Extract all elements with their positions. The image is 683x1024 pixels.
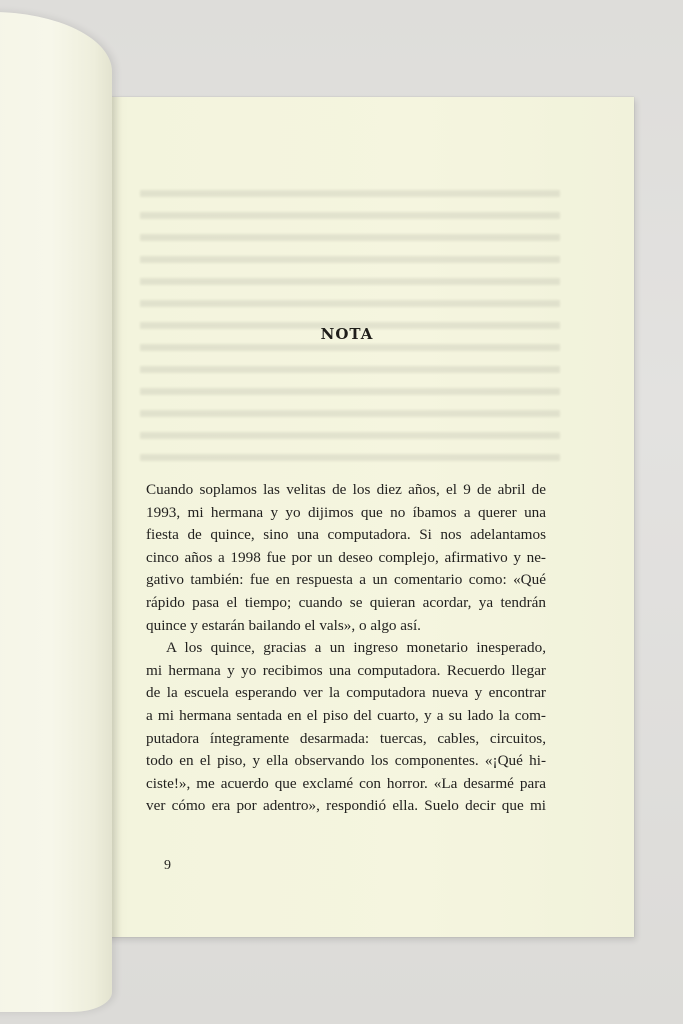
text-line: fiesta de quince, sino una computadora. Si nos adelantamos	[146, 526, 546, 544]
page-number: 9	[164, 858, 171, 873]
body-text	[146, 479, 546, 818]
chapter-title: NOTA	[320, 325, 374, 343]
text-line: a mi hermana sentada en el piso del cuarto, y a su lado la com-	[146, 706, 546, 724]
text-line: de la escuela esperando ver la computadora nueva y encontrar	[146, 684, 546, 702]
text-line: putadora íntegramente desarmada: tuercas, cables, circuitos,	[146, 729, 546, 747]
text-line: rápido pasa el tiempo; cuando se quieran acordar, ya tendrán	[146, 593, 546, 611]
text-line: quince y estarán bailando el vals», o algo así.	[146, 616, 421, 634]
text-line: ciste!», me acuerdo que exclamé con horror. «La desarmé para	[146, 774, 546, 792]
text-line: ver cómo era por adentro», respondió ella. Suelo decir que mi	[146, 797, 546, 815]
book-page-left	[0, 12, 112, 1012]
text-line: A los quince, gracias a un ingreso monetario inesperado,	[166, 639, 546, 657]
text-line: Cuando soplamos las velitas de los diez años, el 9 de abril de	[146, 481, 546, 498]
text-line: cinco años a 1998 fue por un deseo complejo, afirmativo y ne-	[146, 548, 546, 566]
text-line: todo en el piso, y ella observando los componentes. «¡Qué hi-	[146, 752, 546, 770]
text-line: gativo también: fue en respuesta a un comentario como: «Qué	[146, 571, 546, 589]
text-line: 1993, mi hermana y yo dijimos que no íbamos a querer una	[146, 503, 546, 521]
text-line: mi hermana y yo recibimos una computadora. Recuerdo llegar	[146, 661, 546, 679]
